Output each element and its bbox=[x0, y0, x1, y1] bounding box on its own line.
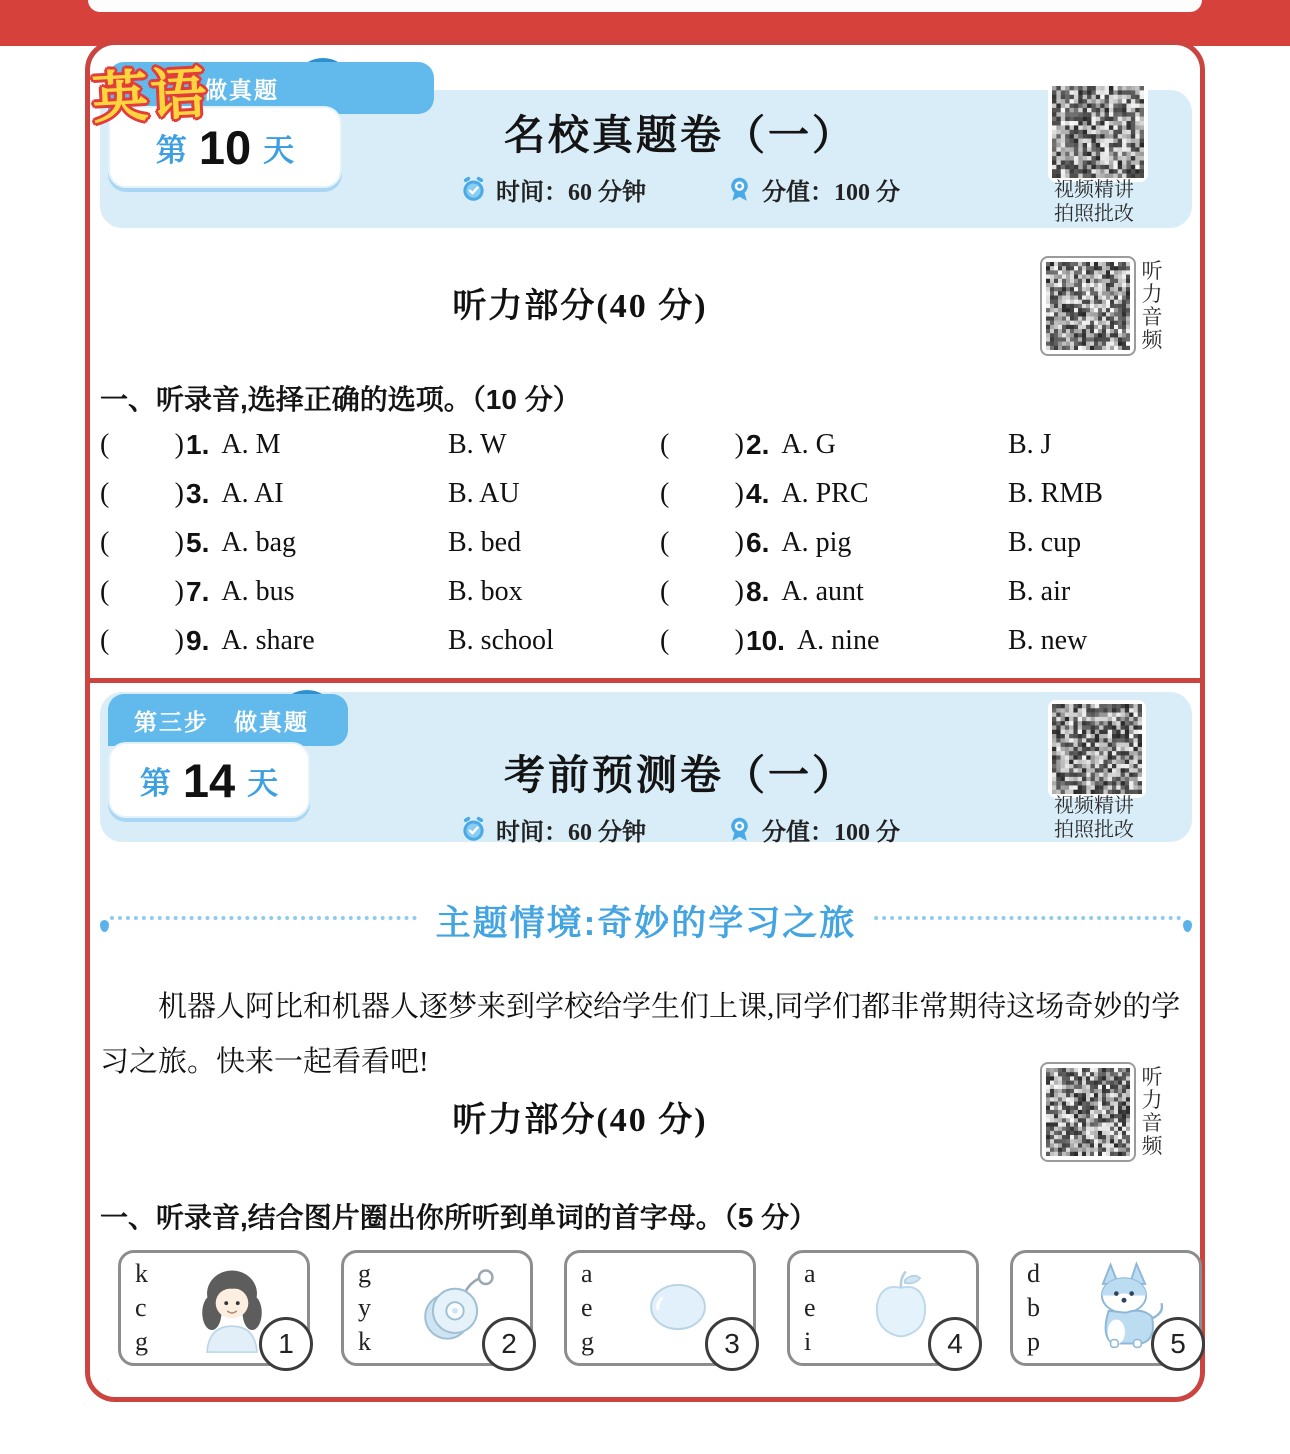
audio-qr-caption: 听力音频 bbox=[1141, 259, 1163, 352]
question-item: ( ) 8. A. aunt B. air bbox=[660, 575, 1071, 607]
day-number: 10 bbox=[198, 120, 252, 174]
question-row bbox=[100, 567, 1192, 616]
item-number-badge: 3 bbox=[705, 1317, 759, 1371]
audio-qr-caption: 听力音频 bbox=[1141, 1065, 1163, 1158]
section2-task-title: 一、听录音,结合图片圈出你所听到单词的首字母。（5 分） bbox=[100, 1202, 818, 1233]
question-item: ( ) 1. A. M B. W bbox=[100, 428, 507, 460]
question-row bbox=[100, 518, 1192, 567]
picture-item-1: k c g 1 bbox=[118, 1250, 310, 1366]
audio-qr-code bbox=[1040, 1062, 1136, 1162]
audio-qr-code bbox=[1040, 256, 1136, 356]
video-qr-caption: 视频精讲 拍照批改 bbox=[1054, 179, 1134, 225]
time-meta bbox=[460, 172, 646, 207]
picture-item-4: a e i 4 bbox=[787, 1250, 979, 1366]
subject-sticker: 英语 bbox=[90, 61, 210, 130]
day-prefix: 第 bbox=[155, 132, 187, 168]
day-suffix: 天 bbox=[247, 765, 279, 801]
clock-icon bbox=[460, 816, 487, 843]
question-row bbox=[100, 469, 1192, 518]
item-number-badge: 4 bbox=[928, 1317, 982, 1371]
intro-paragraph: 机器人阿比和机器人逐梦来到学校给学生们上课,同学们都非常期待这场奇妙的学习之旅。快来一起看看吧! bbox=[100, 991, 1181, 1078]
question-item: ( ) 6. A. pig B. cup bbox=[660, 526, 1082, 558]
question-item: ( ) 9. A. share B. school bbox=[100, 624, 554, 656]
question-row bbox=[100, 420, 1192, 469]
score-meta bbox=[726, 812, 900, 847]
section1-title: 名校真题卷（一） bbox=[504, 112, 856, 158]
video-qr-caption: 视频精讲 拍照批改 bbox=[1054, 795, 1134, 841]
day-number: 14 bbox=[182, 753, 236, 807]
time-meta bbox=[460, 812, 646, 847]
previous-card-edge bbox=[88, 0, 1202, 12]
score-label: 分值：100 分 bbox=[762, 180, 900, 206]
time-label: 时间：60 分钟 bbox=[496, 820, 646, 846]
question-item: ( ) 7. A. bus B. box bbox=[100, 575, 523, 607]
section2-ribbon bbox=[108, 694, 348, 746]
picture-items-row bbox=[118, 1250, 1202, 1366]
question-item: ( ) 4. A. PRC B. RMB bbox=[660, 477, 1103, 509]
question-grid bbox=[100, 420, 1192, 665]
question-item: ( ) 5. A. bag B. bed bbox=[100, 526, 522, 558]
section2-listening-title: 听力部分(40 分) bbox=[452, 1102, 708, 1139]
score-label: 分值：100 分 bbox=[762, 820, 900, 846]
ribbon-label: 做真题 bbox=[204, 76, 279, 103]
question-row bbox=[100, 616, 1192, 665]
item-number-badge: 1 bbox=[259, 1317, 313, 1371]
section1-meta bbox=[300, 172, 1060, 207]
section2-day-box bbox=[108, 742, 310, 818]
question-item: ( ) 3. A. AI B. AU bbox=[100, 477, 520, 509]
picture-item-5: d b p 5 bbox=[1010, 1250, 1202, 1366]
theme-banner-text: 主题情境:奇妙的学习之旅 bbox=[418, 896, 875, 946]
score-meta bbox=[726, 172, 900, 207]
picture-item-2: g y k 2 bbox=[341, 1250, 533, 1366]
day-suffix: 天 bbox=[263, 132, 295, 168]
section2-title: 考前预测卷（一） bbox=[504, 752, 856, 798]
medal-icon bbox=[726, 816, 753, 843]
ribbon-label: 第三步 做真题 bbox=[134, 708, 309, 735]
video-qr-code bbox=[1048, 82, 1148, 182]
section1-task-title: 一、听录音,选择正确的选项。（10 分） bbox=[100, 384, 581, 415]
item-number-badge: 2 bbox=[482, 1317, 536, 1371]
section1-listening-title: 听力部分(40 分) bbox=[452, 288, 708, 325]
clock-icon bbox=[460, 176, 487, 203]
theme-banner bbox=[100, 896, 1192, 943]
medal-icon bbox=[726, 176, 753, 203]
section2-meta bbox=[300, 812, 1060, 847]
day-prefix: 第 bbox=[139, 765, 171, 801]
picture-item-3: a e g 3 bbox=[564, 1250, 756, 1366]
item-number-badge: 5 bbox=[1151, 1317, 1205, 1371]
question-item: ( ) 2. A. G B. J bbox=[660, 428, 1052, 460]
section-divider bbox=[85, 678, 1205, 683]
video-qr-code bbox=[1048, 700, 1146, 798]
question-item: ( ) 10. A. nine B. new bbox=[660, 624, 1088, 656]
time-label: 时间：60 分钟 bbox=[496, 180, 646, 206]
